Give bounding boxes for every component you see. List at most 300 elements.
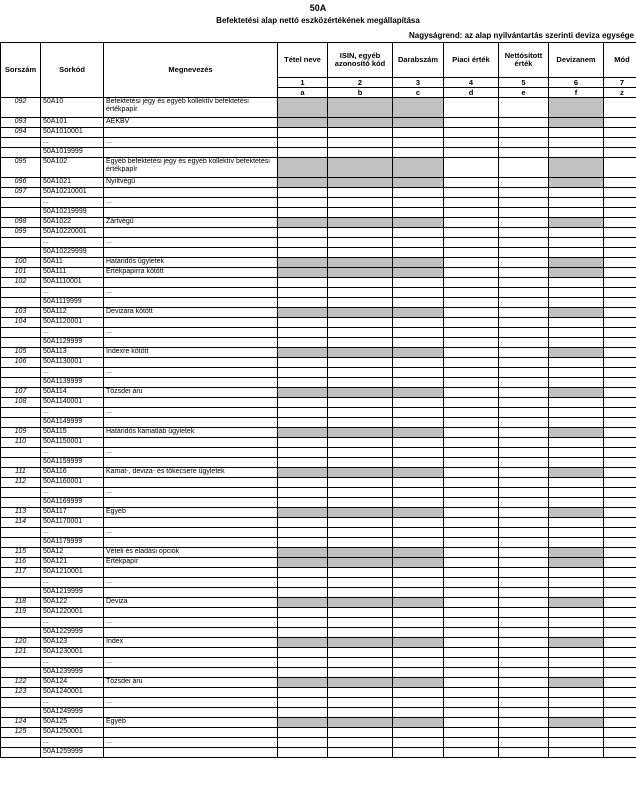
data-cell[interactable] <box>444 458 499 468</box>
data-cell[interactable] <box>278 738 328 748</box>
data-cell[interactable] <box>499 708 549 718</box>
data-cell[interactable] <box>278 138 328 148</box>
data-cell[interactable] <box>549 438 604 448</box>
data-cell[interactable] <box>499 498 549 508</box>
data-cell[interactable] <box>604 508 636 518</box>
data-cell[interactable] <box>444 418 499 428</box>
data-cell[interactable] <box>444 368 499 378</box>
data-cell[interactable] <box>444 478 499 488</box>
data-cell[interactable] <box>499 398 549 408</box>
data-cell[interactable] <box>444 428 499 438</box>
data-cell[interactable] <box>393 648 444 658</box>
data-cell[interactable] <box>549 388 604 398</box>
data-cell[interactable] <box>278 238 328 248</box>
data-cell[interactable] <box>278 308 328 318</box>
data-cell[interactable] <box>499 588 549 598</box>
data-cell[interactable] <box>549 148 604 158</box>
data-cell[interactable] <box>499 328 549 338</box>
data-cell[interactable] <box>328 148 393 158</box>
data-cell[interactable] <box>549 428 604 438</box>
data-cell[interactable] <box>604 208 636 218</box>
data-cell[interactable] <box>328 378 393 388</box>
data-cell[interactable] <box>393 128 444 138</box>
data-cell[interactable] <box>499 278 549 288</box>
data-cell[interactable] <box>604 448 636 458</box>
data-cell[interactable] <box>549 378 604 388</box>
data-cell[interactable] <box>278 478 328 488</box>
data-cell[interactable] <box>444 338 499 348</box>
data-cell[interactable] <box>549 748 604 758</box>
data-cell[interactable] <box>278 658 328 668</box>
data-cell[interactable] <box>604 698 636 708</box>
data-cell[interactable] <box>499 458 549 468</box>
data-cell[interactable] <box>549 648 604 658</box>
data-cell[interactable] <box>328 468 393 478</box>
data-cell[interactable] <box>499 748 549 758</box>
data-cell[interactable] <box>549 418 604 428</box>
data-cell[interactable] <box>444 708 499 718</box>
data-cell[interactable] <box>393 248 444 258</box>
data-cell[interactable] <box>278 458 328 468</box>
data-cell[interactable] <box>444 748 499 758</box>
data-cell[interactable] <box>549 528 604 538</box>
data-cell[interactable] <box>604 418 636 428</box>
data-cell[interactable] <box>278 98 328 118</box>
data-cell[interactable] <box>499 178 549 188</box>
data-cell[interactable] <box>499 358 549 368</box>
data-cell[interactable] <box>444 318 499 328</box>
data-cell[interactable] <box>499 628 549 638</box>
data-cell[interactable] <box>499 438 549 448</box>
data-cell[interactable] <box>278 288 328 298</box>
data-cell[interactable] <box>444 738 499 748</box>
data-cell[interactable] <box>499 728 549 738</box>
data-cell[interactable] <box>549 338 604 348</box>
data-cell[interactable] <box>549 738 604 748</box>
data-cell[interactable] <box>499 298 549 308</box>
data-cell[interactable] <box>444 148 499 158</box>
data-cell[interactable] <box>499 618 549 628</box>
data-cell[interactable] <box>393 158 444 178</box>
data-cell[interactable] <box>604 378 636 388</box>
data-cell[interactable] <box>444 118 499 128</box>
data-cell[interactable] <box>499 698 549 708</box>
data-cell[interactable] <box>549 618 604 628</box>
data-cell[interactable] <box>278 128 328 138</box>
data-cell[interactable] <box>444 488 499 498</box>
data-cell[interactable] <box>444 568 499 578</box>
data-cell[interactable] <box>549 448 604 458</box>
data-cell[interactable] <box>604 138 636 148</box>
data-cell[interactable] <box>604 548 636 558</box>
data-cell[interactable] <box>549 698 604 708</box>
data-cell[interactable] <box>278 358 328 368</box>
data-cell[interactable] <box>444 578 499 588</box>
data-cell[interactable] <box>328 568 393 578</box>
data-cell[interactable] <box>444 658 499 668</box>
data-cell[interactable] <box>604 158 636 178</box>
data-cell[interactable] <box>328 138 393 148</box>
data-cell[interactable] <box>278 178 328 188</box>
data-cell[interactable] <box>278 338 328 348</box>
data-cell[interactable] <box>604 648 636 658</box>
data-cell[interactable] <box>328 658 393 668</box>
data-cell[interactable] <box>444 498 499 508</box>
data-cell[interactable] <box>604 148 636 158</box>
data-cell[interactable] <box>499 198 549 208</box>
data-cell[interactable] <box>278 268 328 278</box>
data-cell[interactable] <box>328 228 393 238</box>
data-cell[interactable] <box>393 118 444 128</box>
data-cell[interactable] <box>549 208 604 218</box>
data-cell[interactable] <box>393 178 444 188</box>
data-cell[interactable] <box>328 738 393 748</box>
data-cell[interactable] <box>278 528 328 538</box>
data-cell[interactable] <box>549 158 604 178</box>
data-cell[interactable] <box>278 258 328 268</box>
data-cell[interactable] <box>328 508 393 518</box>
data-cell[interactable] <box>604 528 636 538</box>
data-cell[interactable] <box>328 208 393 218</box>
data-cell[interactable] <box>499 678 549 688</box>
data-cell[interactable] <box>278 548 328 558</box>
data-cell[interactable] <box>604 398 636 408</box>
data-cell[interactable] <box>444 218 499 228</box>
data-cell[interactable] <box>499 248 549 258</box>
data-cell[interactable] <box>604 128 636 138</box>
data-cell[interactable] <box>499 378 549 388</box>
data-cell[interactable] <box>278 228 328 238</box>
data-cell[interactable] <box>499 558 549 568</box>
data-cell[interactable] <box>444 528 499 538</box>
data-cell[interactable] <box>278 588 328 598</box>
data-cell[interactable] <box>328 348 393 358</box>
data-cell[interactable] <box>604 558 636 568</box>
data-cell[interactable] <box>549 368 604 378</box>
data-cell[interactable] <box>328 648 393 658</box>
data-cell[interactable] <box>499 428 549 438</box>
data-cell[interactable] <box>604 618 636 628</box>
data-cell[interactable] <box>278 728 328 738</box>
data-cell[interactable] <box>499 658 549 668</box>
data-cell[interactable] <box>549 558 604 568</box>
data-cell[interactable] <box>549 408 604 418</box>
data-cell[interactable] <box>278 408 328 418</box>
data-cell[interactable] <box>444 538 499 548</box>
data-cell[interactable] <box>444 98 499 118</box>
data-cell[interactable] <box>499 258 549 268</box>
data-cell[interactable] <box>393 408 444 418</box>
data-cell[interactable] <box>499 148 549 158</box>
data-cell[interactable] <box>328 598 393 608</box>
data-cell[interactable] <box>499 418 549 428</box>
data-cell[interactable] <box>393 468 444 478</box>
data-cell[interactable] <box>604 458 636 468</box>
data-cell[interactable] <box>604 428 636 438</box>
data-cell[interactable] <box>328 328 393 338</box>
data-cell[interactable] <box>499 568 549 578</box>
data-cell[interactable] <box>549 608 604 618</box>
data-cell[interactable] <box>549 688 604 698</box>
data-cell[interactable] <box>444 328 499 338</box>
data-cell[interactable] <box>393 318 444 328</box>
data-cell[interactable] <box>393 328 444 338</box>
data-cell[interactable] <box>604 518 636 528</box>
data-cell[interactable] <box>393 268 444 278</box>
data-cell[interactable] <box>328 308 393 318</box>
data-cell[interactable] <box>278 518 328 528</box>
data-cell[interactable] <box>549 598 604 608</box>
data-cell[interactable] <box>604 98 636 118</box>
data-cell[interactable] <box>328 718 393 728</box>
data-cell[interactable] <box>393 308 444 318</box>
data-cell[interactable] <box>549 628 604 638</box>
data-cell[interactable] <box>444 508 499 518</box>
data-cell[interactable] <box>393 338 444 348</box>
data-cell[interactable] <box>393 738 444 748</box>
data-cell[interactable] <box>549 578 604 588</box>
data-cell[interactable] <box>393 448 444 458</box>
data-cell[interactable] <box>328 368 393 378</box>
data-cell[interactable] <box>444 698 499 708</box>
data-cell[interactable] <box>278 718 328 728</box>
data-cell[interactable] <box>499 308 549 318</box>
data-cell[interactable] <box>604 478 636 488</box>
data-cell[interactable] <box>549 638 604 648</box>
data-cell[interactable] <box>549 488 604 498</box>
data-cell[interactable] <box>444 208 499 218</box>
data-cell[interactable] <box>393 708 444 718</box>
data-cell[interactable] <box>499 548 549 558</box>
data-cell[interactable] <box>278 298 328 308</box>
data-cell[interactable] <box>549 288 604 298</box>
data-cell[interactable] <box>393 618 444 628</box>
data-cell[interactable] <box>549 118 604 128</box>
data-cell[interactable] <box>328 528 393 538</box>
data-cell[interactable] <box>604 578 636 588</box>
data-cell[interactable] <box>328 538 393 548</box>
data-cell[interactable] <box>604 178 636 188</box>
data-cell[interactable] <box>328 318 393 328</box>
data-cell[interactable] <box>328 558 393 568</box>
data-cell[interactable] <box>499 608 549 618</box>
data-cell[interactable] <box>328 188 393 198</box>
data-cell[interactable] <box>278 698 328 708</box>
data-cell[interactable] <box>393 588 444 598</box>
data-cell[interactable] <box>604 668 636 678</box>
data-cell[interactable] <box>393 688 444 698</box>
data-cell[interactable] <box>444 678 499 688</box>
data-cell[interactable] <box>278 608 328 618</box>
data-cell[interactable] <box>278 568 328 578</box>
data-cell[interactable] <box>328 258 393 268</box>
data-cell[interactable] <box>604 328 636 338</box>
data-cell[interactable] <box>278 668 328 678</box>
data-cell[interactable] <box>499 668 549 678</box>
data-cell[interactable] <box>549 228 604 238</box>
data-cell[interactable] <box>328 248 393 258</box>
data-cell[interactable] <box>444 128 499 138</box>
data-cell[interactable] <box>549 728 604 738</box>
data-cell[interactable] <box>444 618 499 628</box>
data-cell[interactable] <box>393 748 444 758</box>
data-cell[interactable] <box>278 278 328 288</box>
data-cell[interactable] <box>444 588 499 598</box>
data-cell[interactable] <box>393 548 444 558</box>
data-cell[interactable] <box>393 538 444 548</box>
data-cell[interactable] <box>549 668 604 678</box>
data-cell[interactable] <box>549 258 604 268</box>
data-cell[interactable] <box>444 188 499 198</box>
data-cell[interactable] <box>328 668 393 678</box>
data-cell[interactable] <box>444 408 499 418</box>
data-cell[interactable] <box>499 448 549 458</box>
data-cell[interactable] <box>278 578 328 588</box>
data-cell[interactable] <box>278 148 328 158</box>
data-cell[interactable] <box>549 248 604 258</box>
data-cell[interactable] <box>393 638 444 648</box>
data-cell[interactable] <box>604 258 636 268</box>
data-cell[interactable] <box>604 538 636 548</box>
data-cell[interactable] <box>328 438 393 448</box>
data-cell[interactable] <box>393 298 444 308</box>
data-cell[interactable] <box>549 128 604 138</box>
data-cell[interactable] <box>444 158 499 178</box>
data-cell[interactable] <box>499 228 549 238</box>
data-cell[interactable] <box>393 428 444 438</box>
data-cell[interactable] <box>393 188 444 198</box>
data-cell[interactable] <box>549 238 604 248</box>
data-cell[interactable] <box>499 288 549 298</box>
data-cell[interactable] <box>444 198 499 208</box>
data-cell[interactable] <box>499 138 549 148</box>
data-cell[interactable] <box>444 448 499 458</box>
data-cell[interactable] <box>499 338 549 348</box>
data-cell[interactable] <box>604 468 636 478</box>
data-cell[interactable] <box>604 298 636 308</box>
data-cell[interactable] <box>604 738 636 748</box>
data-cell[interactable] <box>393 368 444 378</box>
data-cell[interactable] <box>604 438 636 448</box>
data-cell[interactable] <box>549 568 604 578</box>
data-cell[interactable] <box>328 498 393 508</box>
data-cell[interactable] <box>393 388 444 398</box>
data-cell[interactable] <box>393 478 444 488</box>
data-cell[interactable] <box>444 608 499 618</box>
data-cell[interactable] <box>393 208 444 218</box>
data-cell[interactable] <box>278 348 328 358</box>
data-cell[interactable] <box>499 268 549 278</box>
data-cell[interactable] <box>278 598 328 608</box>
data-cell[interactable] <box>328 748 393 758</box>
data-cell[interactable] <box>604 288 636 298</box>
data-cell[interactable] <box>328 548 393 558</box>
data-cell[interactable] <box>499 598 549 608</box>
data-cell[interactable] <box>278 648 328 658</box>
data-cell[interactable] <box>328 618 393 628</box>
data-cell[interactable] <box>604 658 636 668</box>
data-cell[interactable] <box>393 228 444 238</box>
data-cell[interactable] <box>604 678 636 688</box>
data-cell[interactable] <box>604 638 636 648</box>
data-cell[interactable] <box>328 128 393 138</box>
data-cell[interactable] <box>393 238 444 248</box>
data-cell[interactable] <box>604 218 636 228</box>
data-cell[interactable] <box>549 188 604 198</box>
data-cell[interactable] <box>604 408 636 418</box>
data-cell[interactable] <box>549 658 604 668</box>
data-cell[interactable] <box>278 498 328 508</box>
data-cell[interactable] <box>444 378 499 388</box>
data-cell[interactable] <box>604 118 636 128</box>
data-cell[interactable] <box>549 178 604 188</box>
data-cell[interactable] <box>444 228 499 238</box>
data-cell[interactable] <box>604 198 636 208</box>
data-cell[interactable] <box>444 348 499 358</box>
data-cell[interactable] <box>328 578 393 588</box>
data-cell[interactable] <box>444 138 499 148</box>
data-cell[interactable] <box>328 98 393 118</box>
data-cell[interactable] <box>549 468 604 478</box>
data-cell[interactable] <box>499 368 549 378</box>
data-cell[interactable] <box>499 318 549 328</box>
data-cell[interactable] <box>328 518 393 528</box>
data-cell[interactable] <box>444 718 499 728</box>
data-cell[interactable] <box>499 238 549 248</box>
data-cell[interactable] <box>444 668 499 678</box>
data-cell[interactable] <box>393 458 444 468</box>
data-cell[interactable] <box>604 368 636 378</box>
data-cell[interactable] <box>278 538 328 548</box>
data-cell[interactable] <box>444 398 499 408</box>
data-cell[interactable] <box>328 708 393 718</box>
data-cell[interactable] <box>278 508 328 518</box>
data-cell[interactable] <box>328 218 393 228</box>
data-cell[interactable] <box>549 218 604 228</box>
data-cell[interactable] <box>393 438 444 448</box>
data-cell[interactable] <box>499 158 549 178</box>
data-cell[interactable] <box>278 188 328 198</box>
data-cell[interactable] <box>328 278 393 288</box>
data-cell[interactable] <box>444 258 499 268</box>
data-cell[interactable] <box>499 468 549 478</box>
data-cell[interactable] <box>499 518 549 528</box>
data-cell[interactable] <box>499 188 549 198</box>
data-cell[interactable] <box>604 748 636 758</box>
data-cell[interactable] <box>604 728 636 738</box>
data-cell[interactable] <box>328 418 393 428</box>
data-cell[interactable] <box>499 98 549 118</box>
data-cell[interactable] <box>604 708 636 718</box>
data-cell[interactable] <box>604 608 636 618</box>
data-cell[interactable] <box>393 728 444 738</box>
data-cell[interactable] <box>278 198 328 208</box>
data-cell[interactable] <box>328 478 393 488</box>
data-cell[interactable] <box>393 288 444 298</box>
data-cell[interactable] <box>549 198 604 208</box>
data-cell[interactable] <box>549 718 604 728</box>
data-cell[interactable] <box>604 188 636 198</box>
data-cell[interactable] <box>444 358 499 368</box>
data-cell[interactable] <box>444 688 499 698</box>
data-cell[interactable] <box>444 548 499 558</box>
data-cell[interactable] <box>393 508 444 518</box>
data-cell[interactable] <box>393 348 444 358</box>
data-cell[interactable] <box>549 308 604 318</box>
data-cell[interactable] <box>328 358 393 368</box>
data-cell[interactable] <box>499 578 549 588</box>
data-cell[interactable] <box>604 348 636 358</box>
